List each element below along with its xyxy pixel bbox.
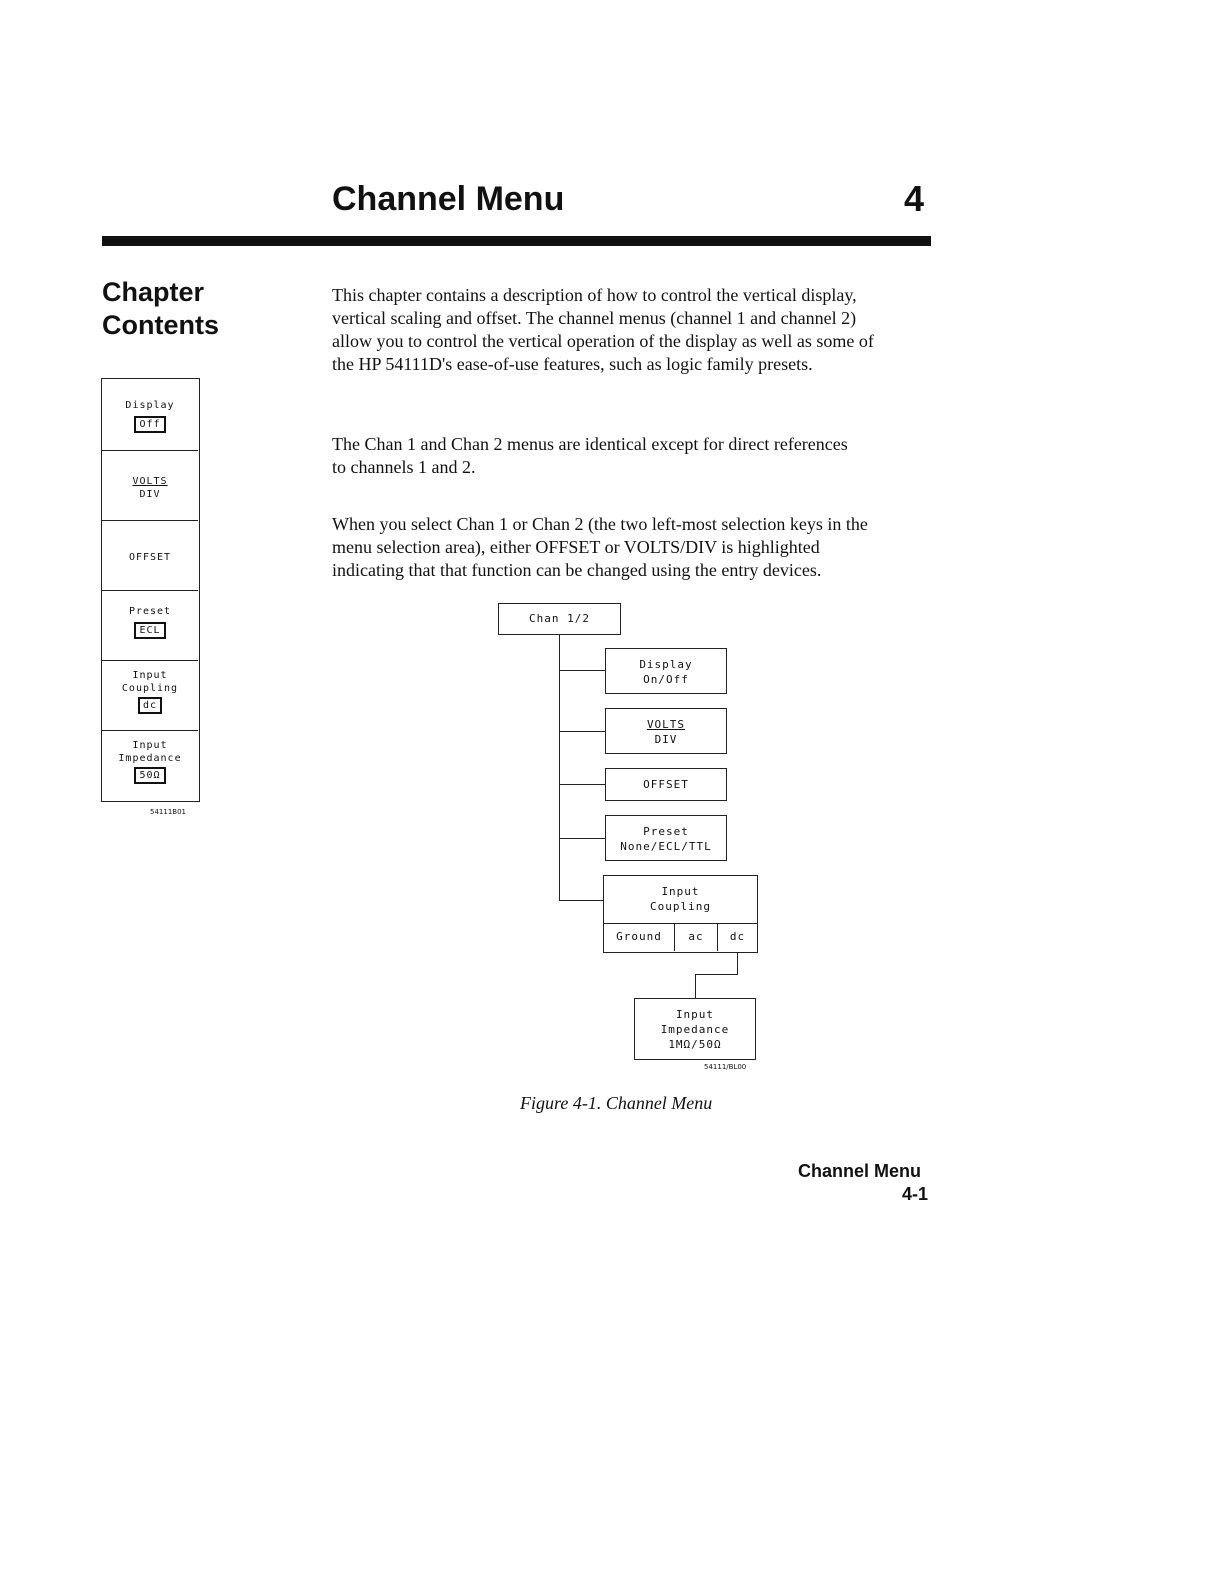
node-label: Impedance (660, 1023, 730, 1036)
selection-paragraph (332, 513, 932, 582)
footer-title: Channel Menu (798, 1161, 922, 1181)
node-label: Display (639, 658, 693, 671)
softkey-preset (102, 591, 198, 661)
softkey-label: DIV (139, 489, 161, 500)
coupling-options (604, 924, 757, 951)
tree-connector-line (695, 974, 696, 998)
softkey-label: Preset (128, 606, 172, 617)
panel-figure-code: 54111B01 (150, 808, 186, 816)
softkey-display (102, 379, 198, 451)
softkey-value-box: ECL (134, 622, 165, 639)
softkey-offset (102, 521, 198, 591)
node-label: OFFSET (643, 778, 689, 791)
softkey-input-impedance (102, 731, 198, 801)
tree-node-volts-div (605, 708, 727, 754)
softkey-label: OFFSET (128, 552, 172, 563)
node-label: DIV (654, 733, 678, 746)
softkey-panel (101, 378, 200, 802)
softkey-label: VOLTS (132, 476, 168, 487)
node-label: Input (661, 885, 700, 898)
softkey-label: Display (125, 400, 175, 411)
node-label: Chan 1/2 (529, 612, 590, 625)
figure-caption: Figure 4-1. Channel Menu (520, 1093, 713, 1113)
coupling-option: dc (729, 930, 746, 943)
chapter-title: Channel Menu (332, 180, 565, 218)
tree-node-input-impedance (634, 998, 756, 1060)
tree-branch-line (559, 900, 605, 901)
coupling-option: Ground (604, 924, 675, 951)
softkey-label: Coupling (121, 683, 179, 694)
tree-branch-line (559, 784, 605, 785)
paragraph-line: the HP 54111D's ease-of-use features, such as logic family presets. (332, 354, 813, 374)
tree-branch-line (559, 838, 605, 839)
tree-node-display (605, 648, 727, 694)
node-label: 1MΩ/50Ω (668, 1038, 722, 1051)
coupling-option: ac (675, 924, 718, 951)
tree-node-preset (605, 815, 727, 861)
tree-trunk-line (559, 635, 560, 901)
softkey-label: Input (132, 670, 168, 681)
node-label: Preset (643, 825, 689, 838)
node-label: None/ECL/TTL (620, 840, 712, 853)
node-label: Input (675, 1008, 715, 1021)
softkey-volts-div (102, 451, 198, 521)
paragraph-line: vertical scaling and offset. The channel menus (channel 1 and channel 2) (332, 308, 857, 328)
paragraph-line: When you select Chan 1 or Chan 2 (the two left-most selection keys in the (332, 514, 868, 534)
tree-node-input-coupling (603, 875, 758, 953)
tree-node-offset (605, 768, 727, 801)
chapter-number: 4 (904, 178, 925, 219)
tree-figure-code: 54111/BL00 (704, 1063, 747, 1071)
tree-branch-line (559, 731, 605, 732)
softkey-input-coupling (102, 661, 198, 731)
softkey-label: Impedance (118, 753, 182, 764)
page-number: 4-1 (902, 1184, 929, 1204)
tree-branch-line (559, 670, 605, 671)
coupling-header (604, 876, 757, 924)
paragraph-line: This chapter contains a description of how to control the vertical display, (332, 285, 857, 305)
chapter-contents-heading (102, 276, 219, 342)
node-label: VOLTS (646, 718, 686, 731)
paragraph-line: indicating that that function can be changed using the entry devices. (332, 560, 822, 580)
softkey-value-box: Off (134, 416, 165, 433)
menus-paragraph (332, 433, 932, 479)
node-label: On/Off (643, 673, 689, 686)
tree-node-chan (498, 603, 621, 635)
tree-connector-line (737, 953, 738, 974)
node-label: Coupling (650, 900, 711, 913)
softkey-value-box: dc (138, 697, 162, 714)
paragraph-line: menu selection area), either OFFSET or VOLTS/DIV is highlighted (332, 537, 820, 557)
tree-connector-line (695, 974, 738, 975)
paragraph-line: allow you to control the vertical operation of the display as well as some of (332, 331, 874, 351)
paragraph-line: The Chan 1 and Chan 2 menus are identical except for direct references (332, 434, 848, 454)
heading-line: Contents (102, 310, 219, 340)
title-rule (102, 236, 931, 246)
softkey-label: Input (132, 740, 168, 751)
paragraph-line: to channels 1 and 2. (332, 457, 476, 477)
heading-line: Chapter (102, 277, 205, 307)
softkey-value-box: 50Ω (134, 767, 165, 784)
intro-paragraph (332, 284, 932, 376)
